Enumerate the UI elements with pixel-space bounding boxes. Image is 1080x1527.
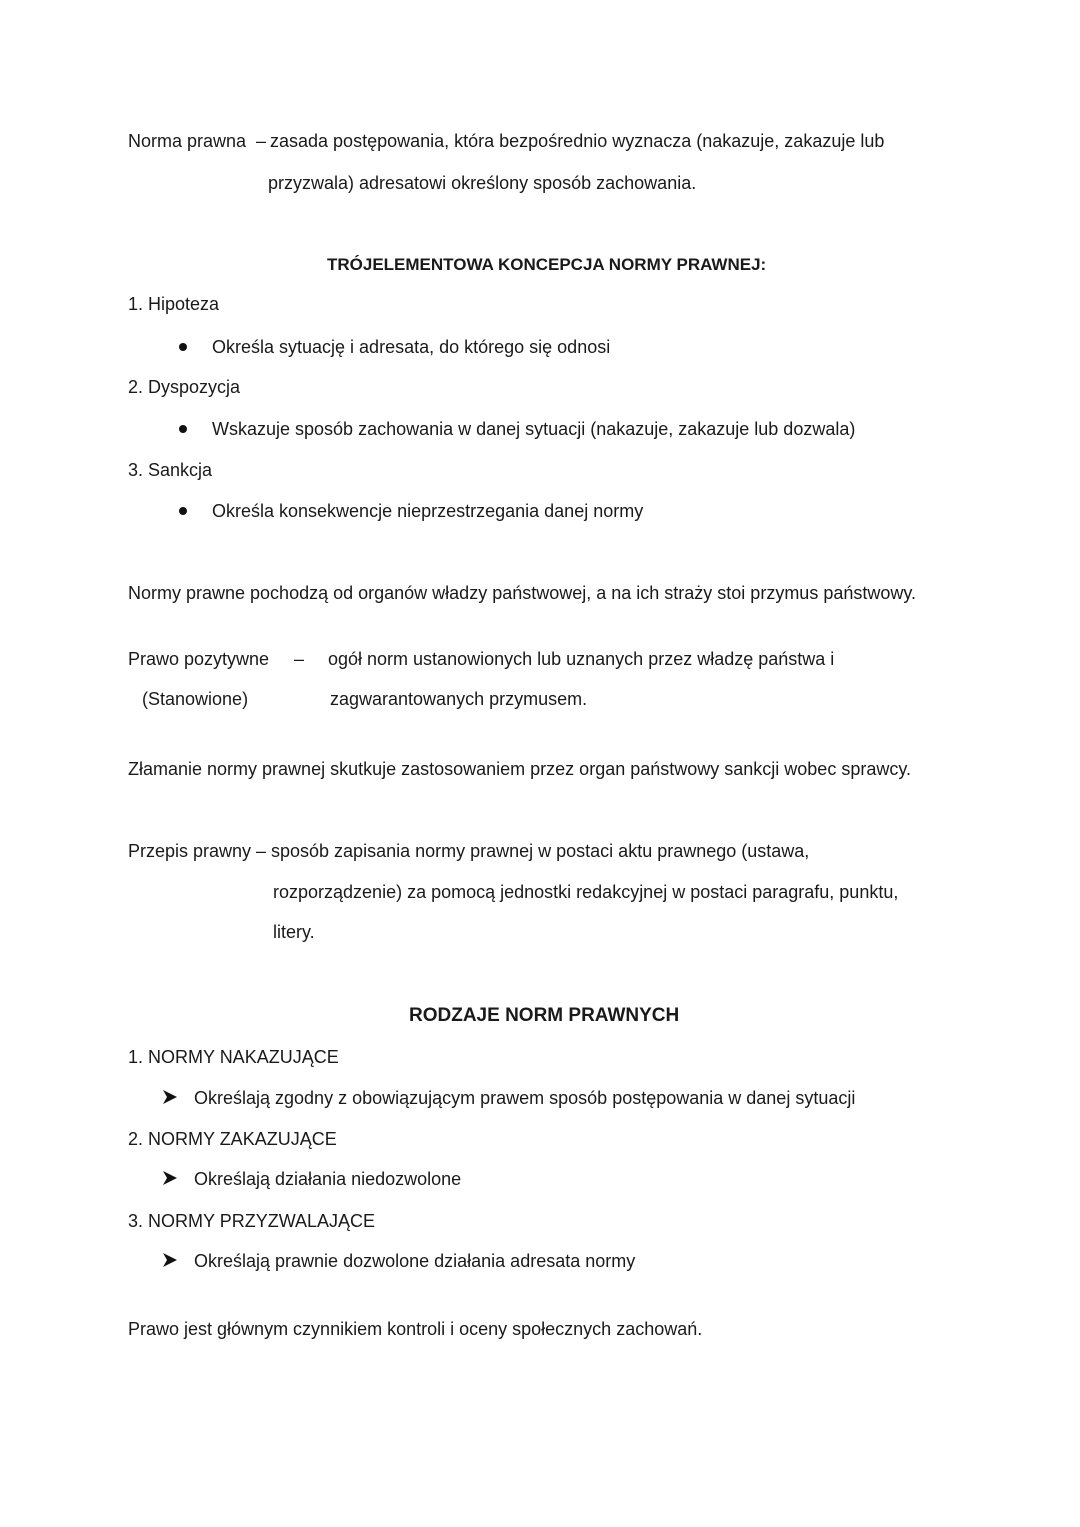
definition-text-line: zagwarantowanych przymusem. (330, 689, 588, 709)
paragraph: Prawo jest głównym czynnikiem kontroli i oceny społecznych zachowań. (128, 1319, 703, 1339)
list-item-text: Określają działania niedozwolone (194, 1169, 462, 1189)
definition-dash: – (294, 649, 305, 669)
definition-dash: – (256, 841, 267, 861)
section-heading: TRÓJELEMENTOWA KONCEPCJA NORMY PRAWNEJ: (327, 255, 767, 274)
list-item-text: Określa konsekwencje nieprzestrzegania danej normy (212, 501, 644, 521)
definition-term-sub: (Stanowione) (142, 689, 249, 709)
list-item-text: Określa sytuację i adresata, do którego się odnosi (212, 337, 611, 357)
list-item-text: Wskazuje sposób zachowania w danej sytuacji (nakazuje, zakazuje lub dozwala) (212, 419, 856, 439)
definition-text-line: zasada postępowania, która bezpośrednio wyznacza (nakazuje, zakazuje lub (270, 131, 885, 151)
definition-text-line: ogół norm ustanowionych lub uznanych przez władzę państwa i (328, 649, 835, 669)
bullet-icon (179, 425, 187, 433)
list-item-label: 1. NORMY NAKAZUJĄCE (128, 1047, 339, 1067)
definition-text-line: przyzwala) adresatowi określony sposób zachowania. (268, 173, 697, 193)
paragraph: Normy prawne pochodzą od organów władzy państwowej, a na ich straży stoi przymus państwowy. (128, 583, 917, 603)
bullet-icon (179, 507, 187, 515)
definition-term: Przepis prawny (128, 841, 252, 861)
list-item-label: 1. Hipoteza (128, 294, 220, 314)
list-item-label: 2. NORMY ZAKAZUJĄCE (128, 1129, 337, 1149)
arrow-bullet-icon (162, 1089, 178, 1105)
definition-term: Prawo pozytywne (128, 649, 270, 669)
list-item-label: 3. Sankcja (128, 460, 213, 480)
bullet-icon (179, 343, 187, 351)
arrow-bullet-icon (162, 1252, 178, 1268)
list-item-text: Określają prawnie dozwolone działania adresata normy (194, 1251, 636, 1271)
definition-dash: – (256, 131, 267, 151)
list-item-text: Określają zgodny z obowiązującym prawem sposób postępowania w danej sytuacji (194, 1088, 856, 1108)
section-heading: RODZAJE NORM PRAWNYCH (409, 1005, 680, 1026)
definition-text-line: sposób zapisania normy prawnej w postaci aktu prawnego (ustawa, (271, 841, 810, 861)
list-item-label: 2. Dyspozycja (128, 377, 241, 397)
paragraph: Złamanie normy prawnej skutkuje zastosowaniem przez organ państwowy sankcji wobec sprawcy. (128, 759, 911, 779)
definition-text-line: rozporządzenie) za pomocą jednostki redakcyjnej w postaci paragrafu, punktu, (273, 882, 899, 902)
definition-term: Norma prawna (128, 131, 247, 151)
definition-text-line: litery. (273, 922, 315, 942)
arrow-bullet-icon (162, 1170, 178, 1186)
list-item-label: 3. NORMY PRZYZWALAJĄCE (128, 1211, 376, 1231)
